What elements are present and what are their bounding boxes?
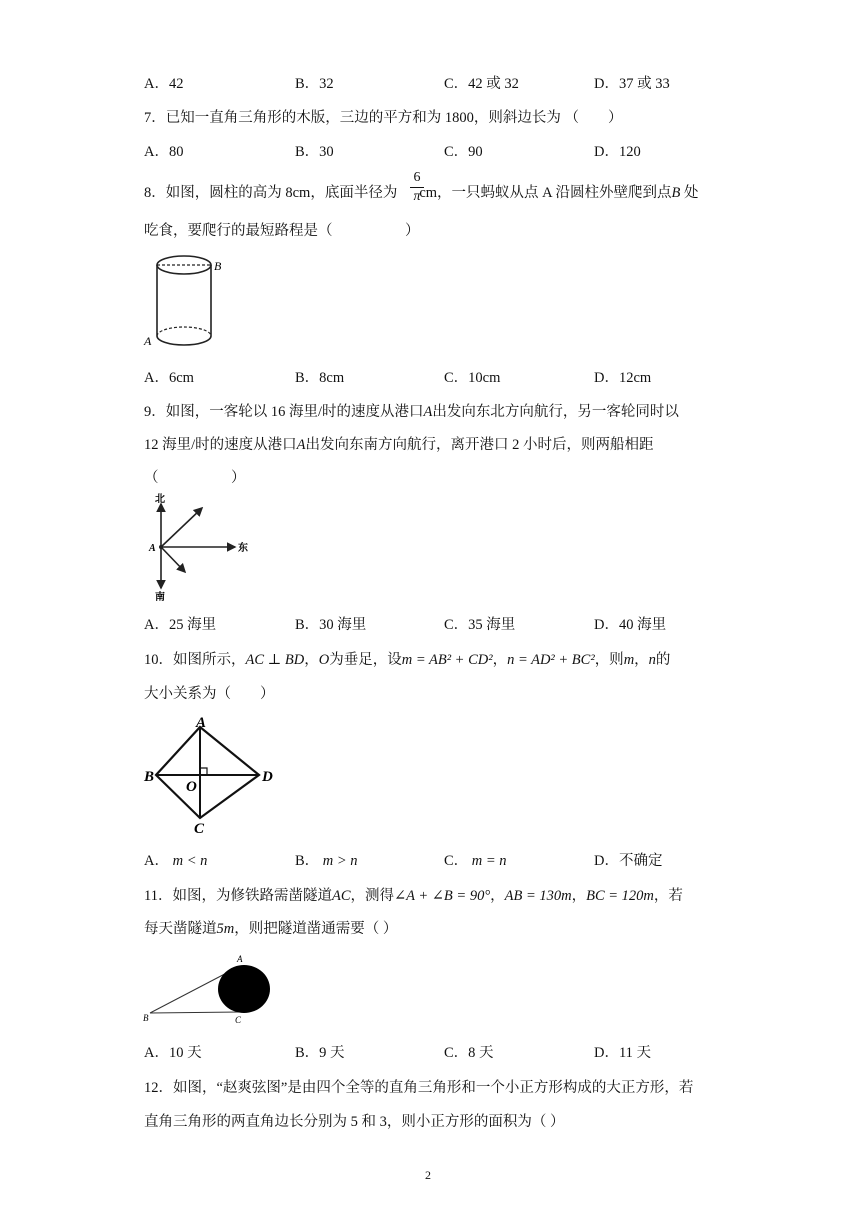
q11-option-b[interactable]: B．9 天 xyxy=(295,1045,345,1061)
q8-label-b: B xyxy=(214,259,222,273)
q10-quadrilateral-figure xyxy=(142,715,282,840)
q7-option-b[interactable]: B．30 xyxy=(295,144,334,160)
q6-option-d[interactable]: D．37 或 33 xyxy=(594,76,670,92)
q10-option-c-label: C． xyxy=(444,853,469,869)
q11-label-b: B xyxy=(143,1013,149,1023)
q9-label-east: 东 xyxy=(238,543,248,554)
q7-options xyxy=(0,140,860,162)
q9-line1-a: 9．如图，一客轮以 16 海里/时的速度从港口 xyxy=(144,404,424,420)
q9-question-line3: （ ） xyxy=(144,470,246,486)
q9-label-south: 南 xyxy=(155,592,165,603)
q8-cylinder-figure xyxy=(142,250,242,350)
q11-expr-bc: BC = 120m xyxy=(586,888,654,904)
q8-options xyxy=(0,366,860,388)
q10-line1-f: ， xyxy=(634,652,649,668)
q10-line1-g: 的 xyxy=(655,652,671,668)
q11-option-d[interactable]: D．11 天 xyxy=(594,1045,652,1061)
q10-option-c-expr: m = n xyxy=(471,853,507,869)
q8-question-line2: 吃食，要爬行的最短路程是（ ） xyxy=(144,223,420,239)
q11-line1-a: 11．如图，为修铁路需凿隧道 xyxy=(144,888,332,904)
q8-frac-num: 6 xyxy=(413,170,421,185)
q10-line1-d: ， xyxy=(492,652,508,668)
q8-point-b: B xyxy=(671,185,681,201)
q8-option-a[interactable]: A．6cm xyxy=(144,370,194,386)
q10-option-d[interactable]: D．不确定 xyxy=(594,853,663,869)
q11-label-c: C xyxy=(235,1015,242,1025)
q10-label-a: A xyxy=(196,715,207,731)
q11-option-a[interactable]: A．10 天 xyxy=(144,1045,202,1061)
q10-option-b[interactable] xyxy=(295,849,358,870)
q10-line1-e: ，则 xyxy=(594,652,624,668)
q10-option-a-expr: m < n xyxy=(172,853,208,869)
q7-option-d[interactable]: D．120 xyxy=(594,144,641,160)
q10-var-n: n xyxy=(648,652,656,668)
q12-question-line1: 12．如图，“赵爽弦图”是由四个全等的直角三角形和一个小正方形构成的大正方形，若 xyxy=(144,1080,694,1096)
q10-expr-o: O xyxy=(318,652,330,668)
q9-label-a: A xyxy=(149,543,156,554)
q10-question-line1 xyxy=(144,648,670,669)
q10-label-o: O xyxy=(186,779,197,795)
q9-question-line2 xyxy=(144,433,654,454)
q6-option-b[interactable]: B．32 xyxy=(295,76,334,92)
q9-option-c[interactable]: C．35 海里 xyxy=(444,617,516,633)
q10-options xyxy=(0,849,860,871)
q8-text-before: 8．如图，圆柱的高为 8cm，底面半径为 xyxy=(144,185,398,201)
q8-text-end: 处 xyxy=(683,185,699,201)
q9-option-b[interactable]: B．30 海里 xyxy=(295,617,367,633)
q8-label-a: A xyxy=(144,334,152,348)
q11-line2-a: 每天凿隧道 xyxy=(144,921,217,937)
q9-question-line1 xyxy=(144,400,679,421)
q9-option-d[interactable]: D．40 海里 xyxy=(594,617,667,633)
q10-option-b-expr: m > n xyxy=(322,853,358,869)
q11-label-a: A xyxy=(237,954,243,964)
q6-option-a[interactable]: A．42 xyxy=(144,76,184,92)
q9-line2-a: 12 海里/时的速度从港口 xyxy=(144,437,297,453)
q11-expr-5m: 5m xyxy=(216,921,235,937)
q7-option-c[interactable]: C．90 xyxy=(444,144,483,160)
q7-question: 7．已知一直角三角形的木版，三边的平方和为 1800，则斜边长为 （ ） xyxy=(144,110,623,126)
q11-line1-c: ， xyxy=(490,888,505,904)
q6-options xyxy=(0,72,860,94)
q6-option-c[interactable]: C．42 或 32 xyxy=(444,76,519,92)
q9-label-north: 北 xyxy=(155,494,165,505)
q11-option-c[interactable]: C．8 天 xyxy=(444,1045,494,1061)
q11-tunnel-figure xyxy=(140,950,280,1030)
q8-option-b[interactable]: B．8cm xyxy=(295,370,345,386)
q11-expr-ac: AC xyxy=(331,888,351,904)
q11-question-line1 xyxy=(144,884,683,905)
q8-option-d[interactable]: D．12cm xyxy=(594,370,652,386)
q11-options xyxy=(0,1041,860,1063)
q9-point-a2: A xyxy=(296,437,306,453)
q10-expr-perp: AC ⊥ BD xyxy=(245,652,305,668)
q10-label-c: C xyxy=(194,821,205,837)
q7-option-a[interactable]: A．80 xyxy=(144,144,184,160)
q10-expr-m: m = AB² + CD² xyxy=(401,652,493,668)
q9-line1-b: 出发向东北方向航行，另一客轮同时以 xyxy=(432,404,679,420)
q10-option-a[interactable] xyxy=(144,849,207,870)
q11-line1-e: ，若 xyxy=(653,888,683,904)
q11-line2-b: ，则把隧道凿通需要（ ） xyxy=(234,921,398,937)
q8-fraction xyxy=(410,170,424,205)
q10-option-c[interactable] xyxy=(444,849,507,870)
q9-compass-figure xyxy=(140,492,255,602)
q10-label-b: B xyxy=(144,769,155,785)
q11-line1-b: ，测得 xyxy=(350,888,394,904)
q11-expr-ab: AB = 130m xyxy=(504,888,572,904)
q9-options xyxy=(0,613,860,635)
q10-label-d: D xyxy=(262,769,273,785)
q10-expr-n: n = AD² + BC² xyxy=(507,652,595,668)
q10-question-line2: 大小关系为（ ） xyxy=(144,686,275,702)
q9-option-a[interactable]: A．25 海里 xyxy=(144,617,217,633)
q10-option-a-label: A． xyxy=(144,853,169,869)
page-number: 2 xyxy=(425,1168,431,1182)
q10-option-b-label: B． xyxy=(295,853,320,869)
q12-question-line2: 直角三角形的两直角边长分别为 5 和 3，则小正方形的面积为（ ） xyxy=(144,1114,565,1130)
q9-line2-b: 出发向东南方向航行，离开港口 2 小时后，则两船相距 xyxy=(305,437,654,453)
q8-option-c[interactable]: C．10cm xyxy=(444,370,501,386)
q11-line1-d: ， xyxy=(571,888,587,904)
q11-expr-angles: ∠A + ∠B = 90° xyxy=(394,888,491,904)
q11-question-line2 xyxy=(144,917,397,938)
q8-text-after: cm，一只蚂蚁从点 A 沿圆柱外壁爬到点 xyxy=(419,185,672,201)
q10-line1-a: 10．如图所示， xyxy=(144,652,246,668)
q8-frac-den: π xyxy=(413,189,421,204)
q10-line1-b: ， xyxy=(304,652,319,668)
q10-line1-c: 为垂足，设 xyxy=(329,652,402,668)
q9-point-a: A xyxy=(423,404,433,420)
q10-var-m: m xyxy=(623,652,635,668)
